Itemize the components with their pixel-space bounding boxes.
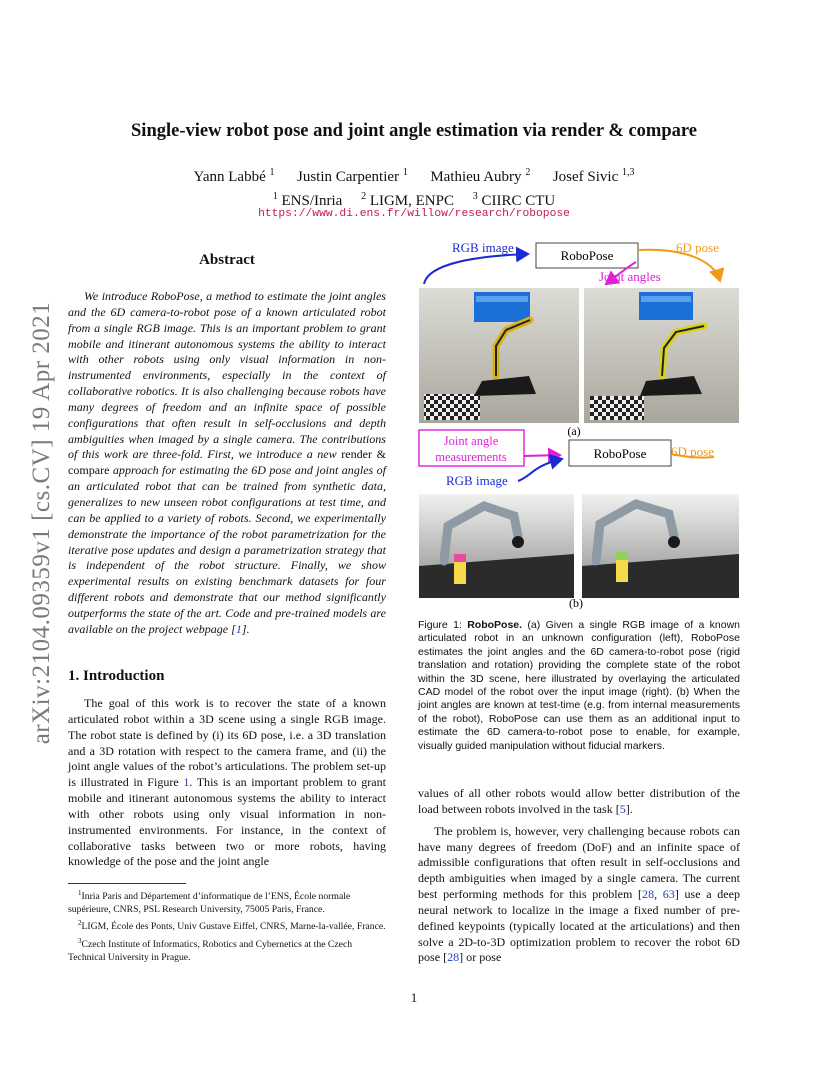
citation-link[interactable]: 5: [619, 801, 626, 816]
right-para-1a: The problem is, however, very challenging because robots can have many degrees of freedom (DoF) and an infinite space of admissible configurations that often result in self-occlusions and depth ambiguities when imaged by a single camera. The current best performing methods for this problem [: [418, 823, 740, 902]
citation-link[interactable]: 1: [235, 621, 242, 636]
abstract-part-2: approach for estimating the 6D pose and joint angles of an articulated robot that can be trained from synthetic data, generalizes to new unseen robot configurations at test time, and can be applied to a variety of robots. Second, we experimentally demonstrate the importance of the robot parametrization for the iterative pose updates and design a parametrization strategy that is independent of the robot structure. Finally, we show experimental results on existing benchmark datasets for four different robots and demonstrate that our method significantly outperforms the state of the art. Code and pre-trained models are available on the project webpage [: [68, 463, 386, 636]
caption-bold: RoboPose.: [467, 619, 523, 631]
footnote-2-text: LIGM, École des Ponts, Univ Gustave Eiffel, CNRS, Marne-la-vallée, France.: [81, 921, 386, 933]
footnote-2: [68, 917, 386, 934]
citation-sep: ,: [654, 887, 663, 902]
author-4-sup: 1,3: [621, 167, 635, 178]
figure-a-output-photo: [584, 288, 739, 423]
label-rgb-image-a: RGB image: [452, 240, 514, 255]
aff-3-sup: 3: [472, 191, 478, 202]
section-heading-introduction: 1. Introduction: [68, 668, 165, 684]
figure-a-diagram: [424, 240, 720, 284]
author-names: [0, 163, 828, 187]
label-joint-angles: Joint angles: [599, 269, 661, 284]
label-rgb-image-b: RGB image: [446, 473, 508, 488]
footnote-rule: [68, 883, 186, 884]
abstract-text: [68, 289, 386, 638]
joints-arrow-b: [524, 455, 560, 456]
label-joint-angle: Joint angle: [443, 434, 499, 448]
abstract-part-1: We introduce RoboPose, a method to estimate the joint angles and the 6D camera-to-robot pose of a known articulated robot from a single RGB image. This is an important problem to grant mobile and itinerant autonomous systems the ability to interact with other robots using only visual information in non-instrumented environments, especially in the context of collaborative robotics. It is also challenging because robots have many degrees of freedom and an infinite space of possible configurations that often result in self-occlusions and depth ambiguities when imaged by a single camera. The contributions of this work are three-fold. First, we introduce a new: [68, 289, 386, 462]
citation-link[interactable]: 28: [642, 887, 655, 902]
abstract-end: ].: [241, 621, 250, 636]
intro-part-2: . This is an important problem to grant mobile and itinerant autonomous systems the ability to interact with other robots using only visual information in non-instrumented environments. For instance, in the context of collaborative tasks between two or more robots, having knowledge of the pose and the joint angle: [68, 775, 387, 869]
figure-b-input-photo: [419, 494, 574, 598]
aff-2: LIGM, ENPC: [369, 193, 454, 209]
right-para-1c: ] or pose: [459, 950, 502, 965]
caption-prefix: Figure 1:: [418, 619, 462, 631]
footnotes: [68, 887, 386, 965]
author-4: Josef Sivic: [552, 169, 619, 185]
aff-2-sup: 2: [361, 191, 367, 202]
figure-b-output-photo: [582, 494, 739, 598]
figure-a-input-photo: [419, 288, 579, 423]
right-para-1b: ] use a deep neural network to localize in the image a fixed number of pre-defined keypoints (typically located at the articulations) and then solve a 2D-to-3D optimization problem to recover the robot 6D pose [: [418, 887, 740, 965]
footnote-3-text: Czech Institute of Informatics, Robotics and Cybernetics at the Czech Technical University in Prague.: [68, 939, 353, 963]
figure-a-label: (a): [567, 424, 581, 438]
author-1: Yann Labbé: [193, 169, 266, 185]
label-6d-pose-a: 6D pose: [676, 240, 719, 255]
rgb-arrow-a: [424, 254, 528, 284]
arxiv-sidebar: [22, 288, 62, 758]
figure-1: [414, 236, 744, 611]
figure-ref-link[interactable]: 1: [183, 775, 190, 790]
author-block: [0, 163, 828, 211]
abstract-heading: Abstract: [199, 252, 255, 268]
footnote-2-mark: 2: [78, 919, 82, 928]
right-para-0-end: ].: [625, 801, 633, 816]
aff-3: CIIRC CTU: [481, 193, 556, 209]
abstract-render-compare: render & compare: [68, 447, 386, 478]
footnote-1-mark: 1: [78, 889, 82, 897]
right-para-0: values of all other robots would allow better distribution of the load between robots involved in the task [: [418, 786, 740, 816]
footnote-1: [68, 887, 386, 916]
project-url-link[interactable]: https://www.di.ens.fr/willow/research/robopose: [258, 208, 570, 220]
citation-link[interactable]: 63: [662, 887, 675, 902]
robopose-label-b: RoboPose: [593, 446, 647, 461]
figure-b-diagram: [419, 430, 714, 488]
robopose-label-a: RoboPose: [560, 248, 614, 263]
intro-part-1: The goal of this work is to recover the state of a known articulated robot within a 3D scene using a single RGB image. The robot state is defined by (i) its 6D pose, i.e. a 3D translation and a 3D rotation with respect to the camera frame, and (ii) the joint angle values of the robot’s articulations. The problem set-up is illustrated in Figure: [68, 696, 386, 790]
arxiv-identifier: arXiv:2104.09359v1 [cs.CV] 19 Apr 2021: [28, 301, 55, 745]
author-1-sup: 1: [269, 167, 275, 178]
page-number: 1: [410, 990, 418, 1005]
paper-title: Single-view robot pose and joint angle estimation via render & compare: [131, 121, 697, 141]
citation-link[interactable]: 28: [447, 950, 460, 965]
footnote-3-mark: 3: [78, 936, 82, 945]
label-measurements: measurements: [435, 450, 507, 464]
aff-1-sup: 1: [272, 191, 278, 202]
figure-1-caption: [418, 619, 740, 753]
author-3: Mathieu Aubry: [430, 169, 522, 185]
footnote-1-text: Inria Paris and Département d’informatique de l’ENS, École normale supérieure, CNRS, PSL Research University, 75005 Paris, France.: [68, 891, 351, 915]
figure-b-label: (b): [569, 596, 583, 610]
author-2-sup: 1: [402, 167, 408, 178]
author-2: Justin Carpentier: [296, 169, 400, 185]
label-6d-pose-b: 6D pose: [671, 444, 714, 459]
caption-text: (a) Given a single RGB image of a known articulated robot in an unknown configuration (left), RoboPose estimates the joint angles and the 6D camera-to-robot pose (rigid translation and rotation) providing the complete state of the robot within the 3D scene, here illustrated by overlaying the articulated CAD model of the robot over the input image (right). (b) When the joint angles are known at test-time (e.g. from internal measurements of the robot), RoboPose can use them as an additional input to estimate the 6D camera-to-robot pose to enable, for example, visually guided manipulation without fiducial markers.: [418, 619, 740, 752]
intro-text-left: [68, 696, 386, 870]
aff-1: ENS/Inria: [281, 193, 343, 209]
author-3-sup: 2: [525, 167, 531, 178]
footnote-3: [68, 935, 386, 964]
intro-text-right: [418, 786, 740, 966]
